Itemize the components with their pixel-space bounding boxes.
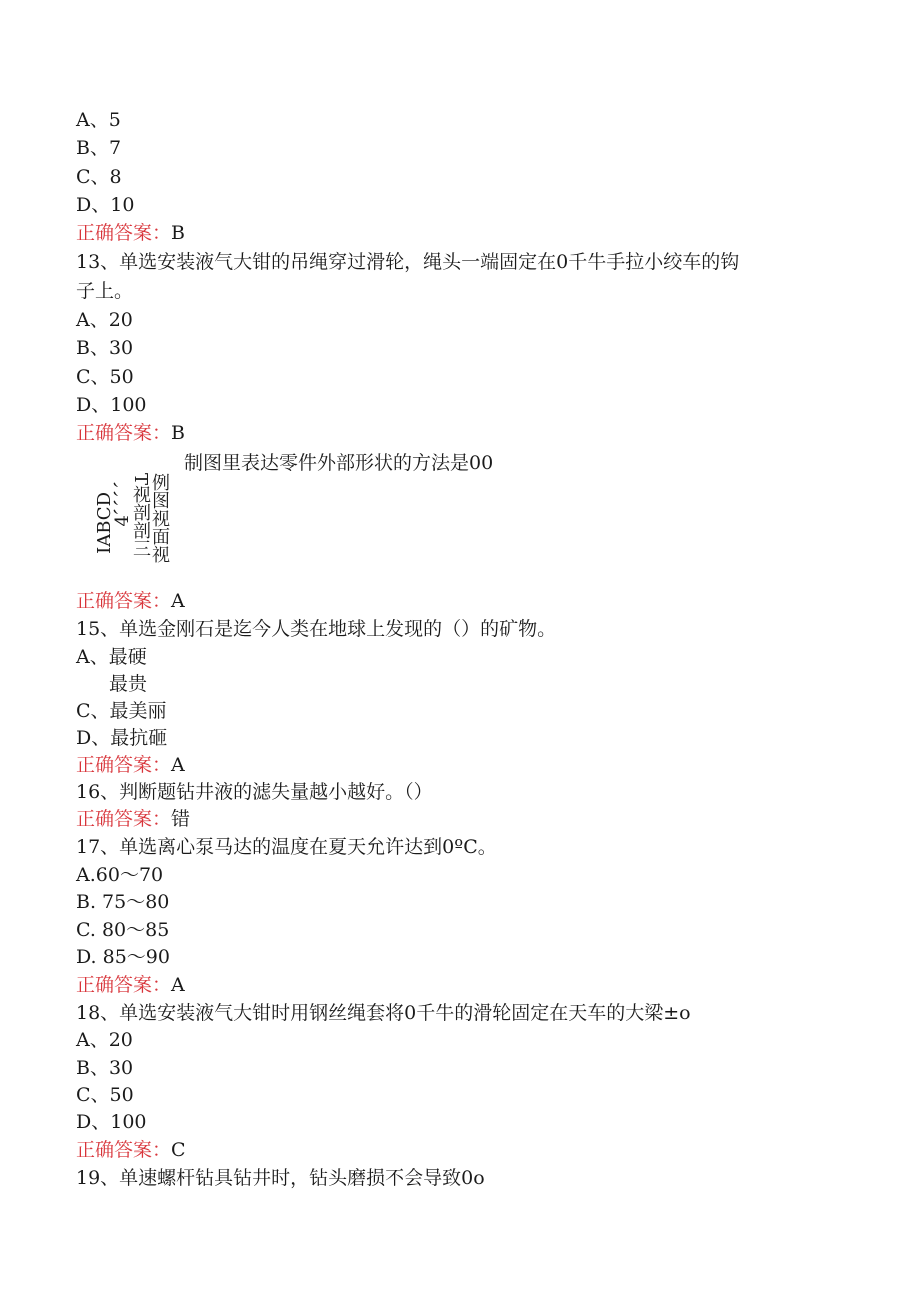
option-d: D、100 <box>76 394 147 416</box>
answer-value: B <box>171 222 185 244</box>
answer-line <box>76 221 185 245</box>
garbled-column: 例图视面视 <box>149 473 170 563</box>
answer-value: B <box>171 422 185 444</box>
answer-label: 正确答案： <box>76 808 172 830</box>
option-a: A、20 <box>76 309 133 331</box>
answer-line <box>76 807 190 831</box>
option-b: B、30 <box>76 1057 134 1079</box>
option-d: D、100 <box>76 1111 147 1133</box>
answer-label: 正确答案： <box>76 974 172 996</box>
answer-label: 正确答案： <box>76 590 172 612</box>
answer-value: A <box>171 974 185 996</box>
answer-value: C <box>171 1139 186 1161</box>
question-15: 15、单选金刚石是迄今人类在地球上发现的（）的矿物。 <box>76 618 557 640</box>
question-14: 制图里表达零件外部形状的方法是00 <box>184 452 494 474</box>
question-17: 17、单选离心泵马达的温度在夏天允许达到0ºC。 <box>76 836 497 858</box>
answer-value: A <box>171 754 185 776</box>
question-16: 16、判断题钻井液的滤失量越小越好。（） <box>76 781 433 803</box>
question-18: 18、单选安装液气大钳时用钢丝绳套将0千牛的滑轮固定在天车的大梁±o <box>76 1002 691 1024</box>
option-b: 最贵 <box>109 673 148 695</box>
option-c: C. 80～85 <box>76 919 170 941</box>
option-b: B、30 <box>76 337 134 359</box>
question-19: 19、单速螺杆钻具钻井时，钻头磨损不会导致0o <box>76 1167 485 1189</box>
option-b: B、7 <box>76 137 122 159</box>
option-d: D、10 <box>76 194 135 216</box>
question-13: 13、单选安装液气大钳的吊绳穿过滑轮，绳头一端固定在0千牛手拉小绞车的钩 <box>76 251 740 273</box>
answer-label: 正确答案： <box>76 754 172 776</box>
answer-value: A <box>171 590 185 612</box>
option-d: D. 85～90 <box>76 946 170 968</box>
garbled-column: 4、、、、 <box>112 470 133 527</box>
question-13-cont: 子上。 <box>76 280 134 302</box>
garbled-column: IABCD <box>94 492 115 554</box>
option-c: C、50 <box>76 366 134 388</box>
answer-line <box>76 1138 186 1162</box>
option-c: C、8 <box>76 166 122 188</box>
option-a: A.60～70 <box>76 864 164 886</box>
option-d: D、最抗砸 <box>76 727 168 749</box>
option-c: C、最美丽 <box>76 700 167 722</box>
answer-label: 正确答案： <box>76 1139 172 1161</box>
answer-line <box>76 589 185 613</box>
option-a: A、5 <box>76 109 121 131</box>
answer-line <box>76 753 185 777</box>
answer-label: 正确答案： <box>76 222 172 244</box>
option-a: A、最硬 <box>76 646 147 668</box>
option-a: A、20 <box>76 1029 133 1051</box>
answer-value: 错 <box>171 808 191 830</box>
answer-line <box>76 421 185 445</box>
answer-label: 正确答案： <box>76 422 172 444</box>
option-c: C、50 <box>76 1084 134 1106</box>
answer-line <box>76 973 185 997</box>
option-b: B. 75～80 <box>76 891 170 913</box>
garbled-column: T视剖剖三 <box>130 473 151 558</box>
